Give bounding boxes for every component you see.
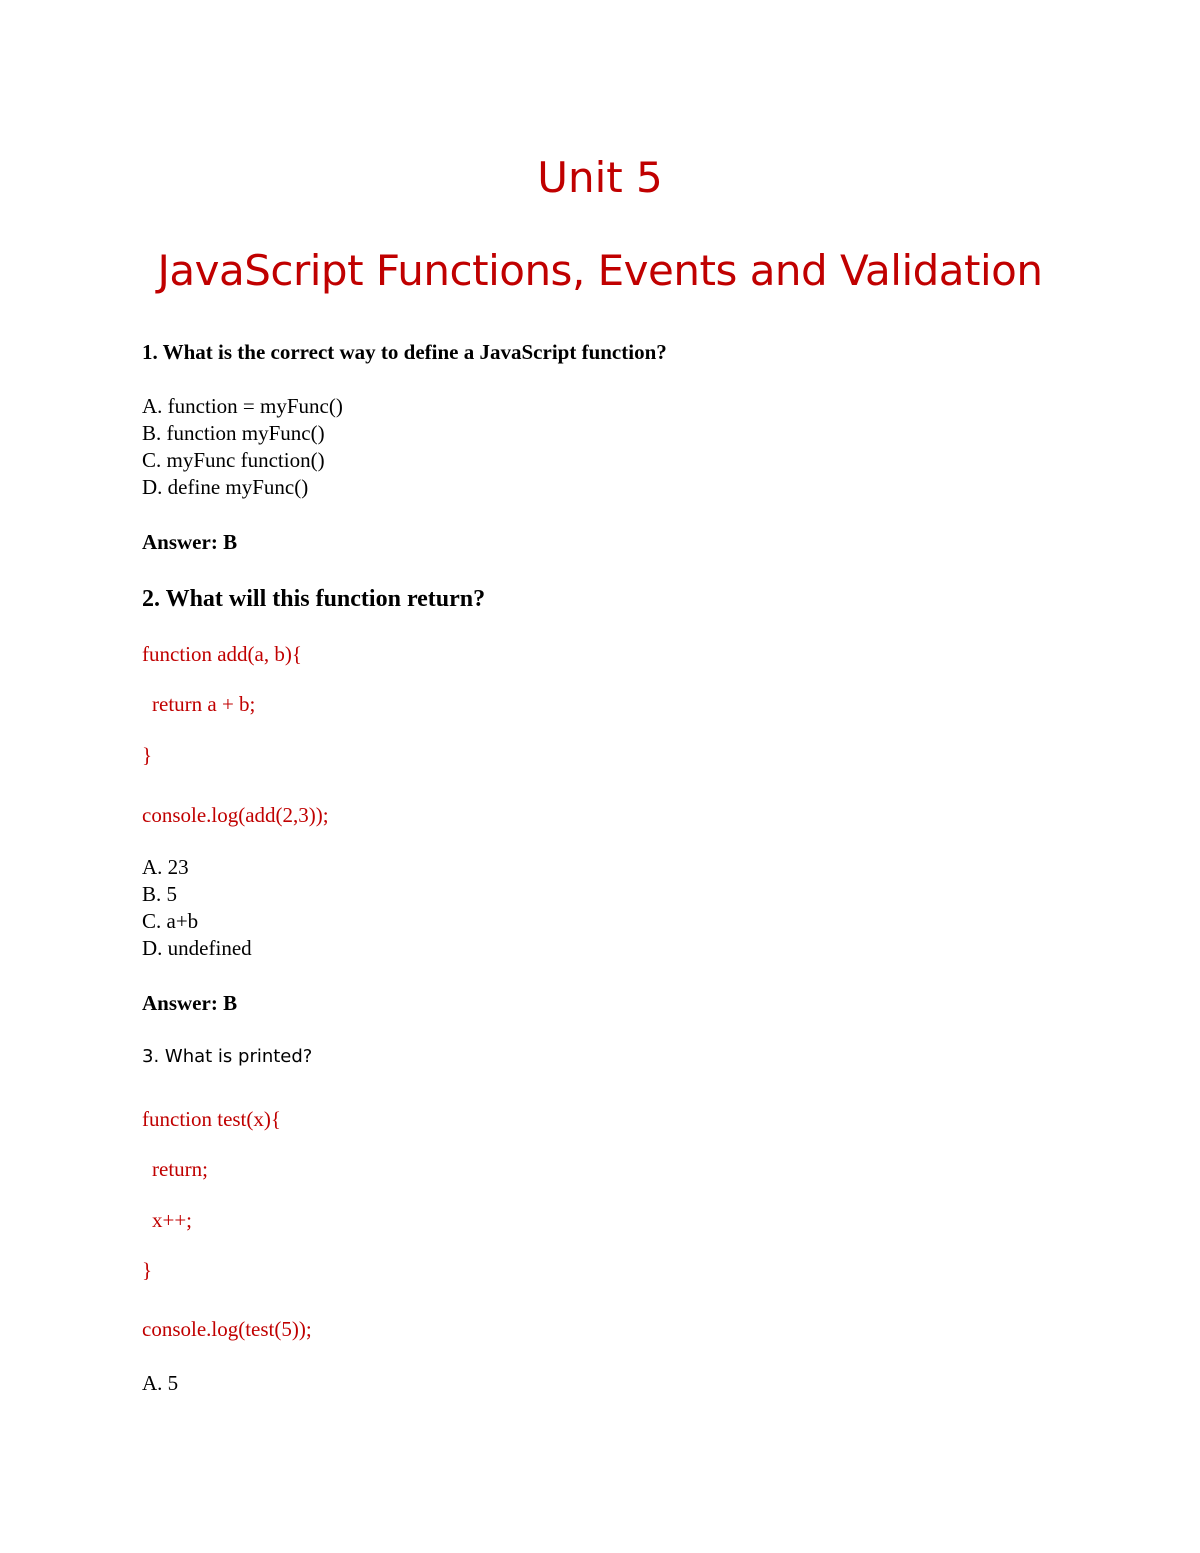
question-3-code-line: function test(x){ xyxy=(142,1107,281,1131)
question-2-option-b: B. 5 xyxy=(142,882,178,906)
question-2-option-c: C. a+b xyxy=(142,909,199,933)
question-2-code-line: console.log(add(2,3)); xyxy=(142,803,329,827)
question-3-code-line: console.log(test(5)); xyxy=(142,1317,312,1341)
question-2-code-line: return a + b; xyxy=(152,692,256,716)
document-title: JavaScript Functions, Events and Validation xyxy=(157,246,1043,295)
unit-heading: Unit 5 xyxy=(537,153,663,202)
question-1-text: 1. What is the correct way to define a JavaScript function? xyxy=(142,340,667,364)
question-1-option-b: B. function myFunc() xyxy=(142,421,325,445)
question-3-text: 3. What is printed? xyxy=(142,1046,313,1067)
question-2-option-a: A. 23 xyxy=(142,855,189,879)
question-2-code-line: function add(a, b){ xyxy=(142,642,302,666)
question-1-option-a: A. function = myFunc() xyxy=(142,394,343,418)
question-2-option-d: D. undefined xyxy=(142,936,252,960)
question-1-answer: Answer: B xyxy=(142,530,238,554)
question-2-answer: Answer: B xyxy=(142,991,238,1015)
question-2-code-line: } xyxy=(142,743,153,767)
question-3-code-line: x++; xyxy=(152,1208,193,1232)
question-1-option-d: D. define myFunc() xyxy=(142,475,309,499)
question-3-option-a: A. 5 xyxy=(142,1371,179,1395)
question-3-code-line: } xyxy=(142,1258,153,1282)
question-2-text: 2. What will this function return? xyxy=(142,586,486,612)
question-3-code-line: return; xyxy=(152,1157,208,1181)
question-1-option-c: C. myFunc function() xyxy=(142,448,325,472)
